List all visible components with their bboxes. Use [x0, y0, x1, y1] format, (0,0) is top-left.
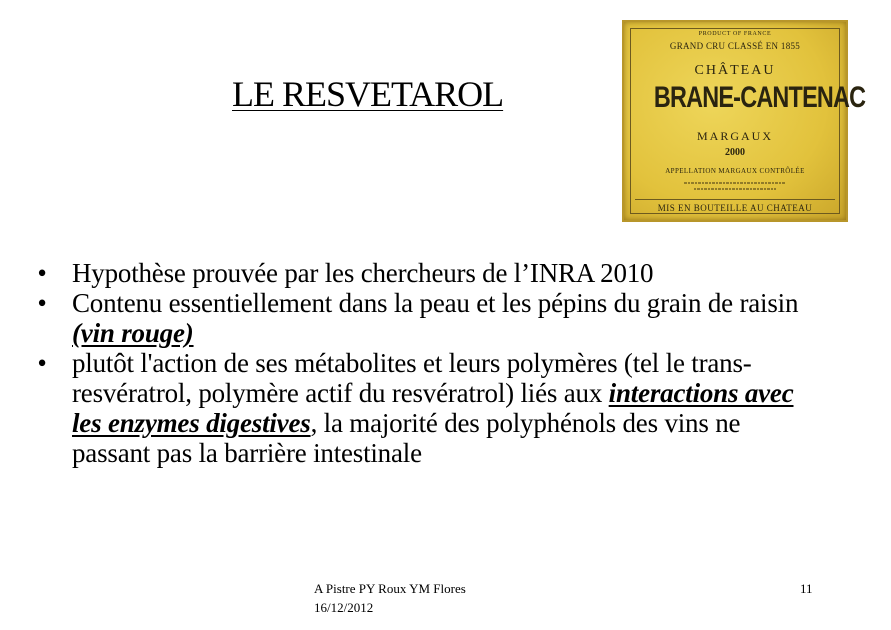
wine-label-origin: PRODUCT OF FRANCE — [698, 31, 772, 37]
page-number: 11 — [800, 581, 813, 596]
bullet-text: plutôt l'action de ses métabolites et leurs polymères (tel le trans-resvératrol, polymère actif du resvératrol) liés aux — [72, 348, 752, 408]
bullet-text: Contenu essentiellement dans la peau et les pépins du grain de raisin — [72, 288, 799, 318]
bullet-emphasis-red-wine: (vin rouge) — [72, 318, 194, 348]
wine-label-divider — [635, 199, 835, 200]
wine-label-frame — [630, 28, 866, 214]
wine-label-brand: BRANE-CANTENAC — [653, 81, 866, 114]
bullet-item-metabolites — [32, 348, 812, 468]
footer-date: 16/12/2012 — [314, 600, 374, 615]
bullet-item-inra — [32, 258, 812, 288]
wine-label-chateau: CHÂTEAU — [694, 63, 776, 78]
slide-title — [232, 72, 522, 116]
wine-label-bottled: MIS EN BOUTEILLE AU CHATEAU — [657, 203, 813, 213]
wine-label-region: MARGAUX — [696, 129, 773, 143]
slide-title-text: LE RESVETAROL — [232, 74, 504, 114]
wine-label-fine-print — [631, 179, 839, 195]
bullet-marker: • — [37, 258, 47, 288]
wine-label-classification: GRAND CRU CLASSÉ EN 1855 — [669, 41, 801, 51]
footer-authors: A Pistre PY Roux YM Flores — [314, 581, 466, 596]
wine-label-vintage: 2000 — [725, 147, 745, 158]
bullet-text-after: , la majorité des polyphénols des vins ne passant pas la barrière intestinale — [72, 408, 741, 468]
bullet-marker: • — [37, 288, 47, 318]
bullet-list — [32, 258, 812, 468]
bullet-text: Hypothèse prouvée par les chercheurs de l’INRA 2010 — [72, 258, 654, 288]
wine-label-appellation: APPELLATION MARGAUX CONTRÔLÉE — [665, 167, 805, 175]
fine-print-lines — [680, 179, 790, 193]
bullet-item-grape-skin — [32, 288, 812, 348]
bullet-emphasis-enzymes: interactions avec les enzymes digestives — [72, 378, 794, 438]
bullet-marker: • — [37, 348, 47, 378]
wine-label-image — [622, 20, 866, 222]
